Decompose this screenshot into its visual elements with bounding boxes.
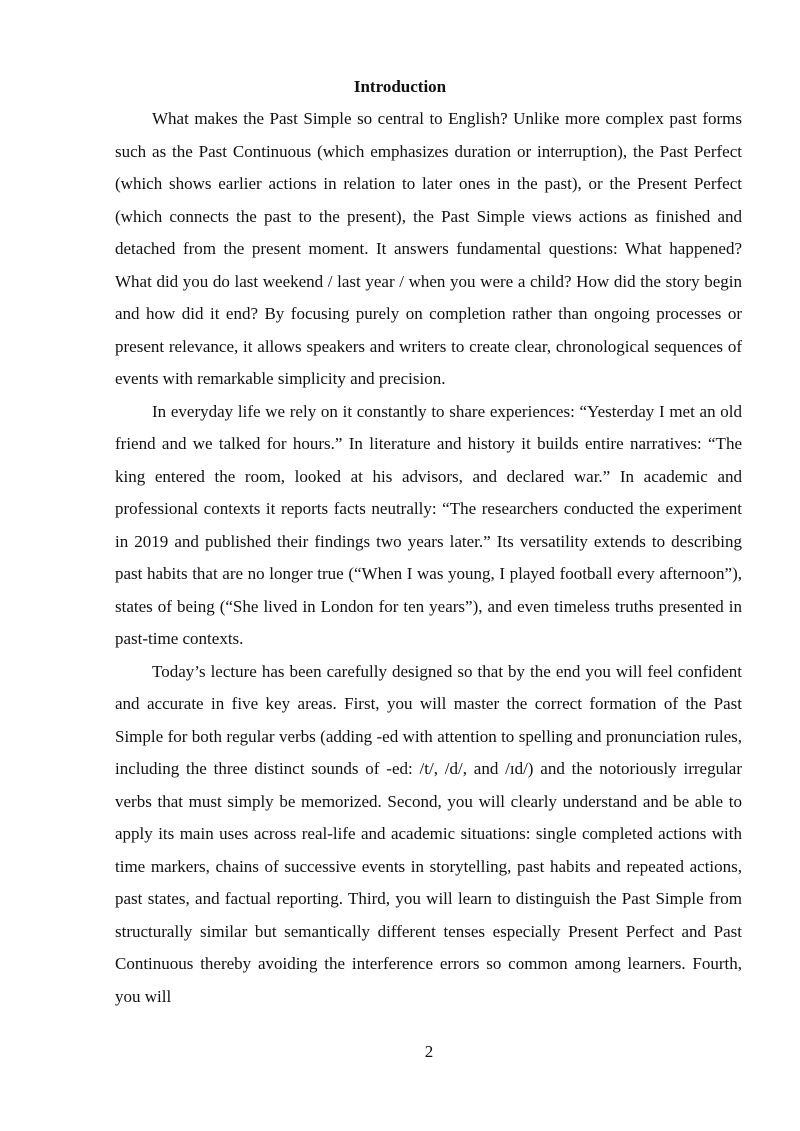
body-text xyxy=(115,103,742,1013)
section-heading: Introduction xyxy=(353,77,447,96)
paragraph-2: In everyday life we rely on it constantly to share experiences: “Yesterday I met an old friend and we talked for hours.” In literature and history it builds entire narratives: “The king entered the room, looked at his advisors, and declared war.” In academic and professional contexts it reports facts neutrally: “The researchers conducted the experiment in 2019 and published their findings two years later.” Its versatility extends to describing past habits that are no longer true (“When I was young, I played football every afternoon”), states of being (“She lived in London for ten years”), and even timeless truths presented in past-time contexts. xyxy=(115,401,742,648)
page-number: 2 xyxy=(424,1042,434,1061)
paragraph-3: Today’s lecture has been carefully designed so that by the end you will feel confident and accurate in five key areas. First, you will master the correct formation of the Past Simple for both regular verbs (adding -ed with attention to spelling and pronunciation rules, including the three distinct sounds of -ed: /t/, /d/, and /ɪd/) and the notoriously irregular verbs that must simply be memorized. Second, you will clearly understand and be able to apply its main uses across real-life and academic situations: single completed actions with time markers, chains of successive events in storytelling, past habits and repeated actions, past states, and factual reporting. Third, you will learn to distinguish the Past Simple from structurally similar but semantically different tenses especially Present Perfect and Past Continuous thereby avoiding the interference errors so common among learners. Fourth, you will xyxy=(115,661,742,1006)
paragraph-1: What makes the Past Simple so central to English? Unlike more complex past forms such as the Past Continuous (which emphasizes duration or interruption), the Past Perfect (which shows earlier actions in relation to later ones in the past), or the Present Perfect (which connects the past to the present), the Past Simple views actions as finished and detached from the present moment. It answers fundamental questions: What happened? What did you do last weekend / last year / when you were a child? How did the story begin and how did it end? By focusing purely on completion rather than ongoing processes or present relevance, it allows speakers and writers to create clear, chronological sequences of events with remarkable simplicity and precision. xyxy=(115,109,742,388)
